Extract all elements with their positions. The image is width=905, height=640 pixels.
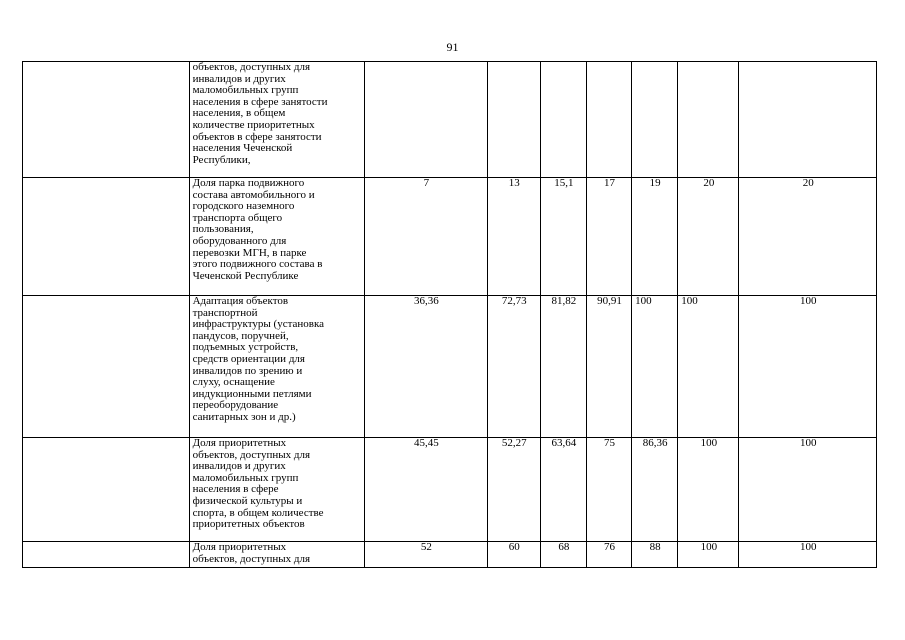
value-cell [632,62,678,178]
value-cell: 68 [540,542,586,568]
value-cell: 17 [586,178,631,296]
value-cell: 75 [586,438,631,542]
value-cell: 86,36 [632,438,678,542]
value-cell: 100 [739,438,877,542]
value-cell: 72,73 [487,296,540,438]
table-row [23,296,877,438]
value-cell [678,62,739,178]
value-cell: 52 [365,542,487,568]
value-cell [586,62,631,178]
value-cell: 76 [586,542,631,568]
indicator-name: объектов, доступных для инвалидов и других маломобильных групп населения в сфере занятости населения, в общем количестве приоритетных объектов в сфере занятости населения Чеченской Республики, [189,62,365,178]
page-number: 91 [446,40,459,54]
table-cell-empty [23,62,190,178]
indicators-table [22,61,877,568]
indicator-name: Адаптация объектов транспортной инфраструктуры (установка пандусов, поручней, подъемных устройств, средств ориентации для инвалидов по зрению и слуху, оснащение индукционными петлями переоборудование санитарных зон и др.) [189,296,365,438]
table-row [23,178,877,296]
value-cell: 100 [739,296,877,438]
value-cell [540,62,586,178]
table-cell-empty [23,178,190,296]
value-cell [365,62,487,178]
value-cell: 15,1 [540,178,586,296]
value-cell: 100 [632,296,678,438]
table-row [23,542,877,568]
indicator-name: Доля парка подвижного состава автомобильного и городского наземного транспорта общего пользования, оборудованного для перевозки МГН, в парке этого подвижного состава в Чеченской Республике [189,178,365,296]
value-cell: 60 [487,542,540,568]
indicator-name: Доля приоритетных объектов, доступных для [189,542,365,568]
value-cell: 36,36 [365,296,487,438]
value-cell: 52,27 [487,438,540,542]
value-cell [739,62,877,178]
indicator-name: Доля приоритетных объектов, доступных для инвалидов и других маломобильных групп населения в сфере физической культуры и спорта, в общем количестве приоритетных объектов [189,438,365,542]
table-cell-empty [23,438,190,542]
value-cell: 100 [739,542,877,568]
value-cell: 13 [487,178,540,296]
value-cell: 100 [678,542,739,568]
value-cell: 19 [632,178,678,296]
value-cell: 88 [632,542,678,568]
value-cell: 81,82 [540,296,586,438]
table-row [23,62,877,178]
value-cell [487,62,540,178]
table-row [23,438,877,542]
value-cell: 63,64 [540,438,586,542]
table-cell-empty [23,296,190,438]
value-cell: 45,45 [365,438,487,542]
value-cell: 90,91 [586,296,631,438]
value-cell: 100 [678,438,739,542]
value-cell: 100 [678,296,739,438]
value-cell: 20 [739,178,877,296]
table-cell-empty [23,542,190,568]
value-cell: 20 [678,178,739,296]
value-cell: 7 [365,178,487,296]
